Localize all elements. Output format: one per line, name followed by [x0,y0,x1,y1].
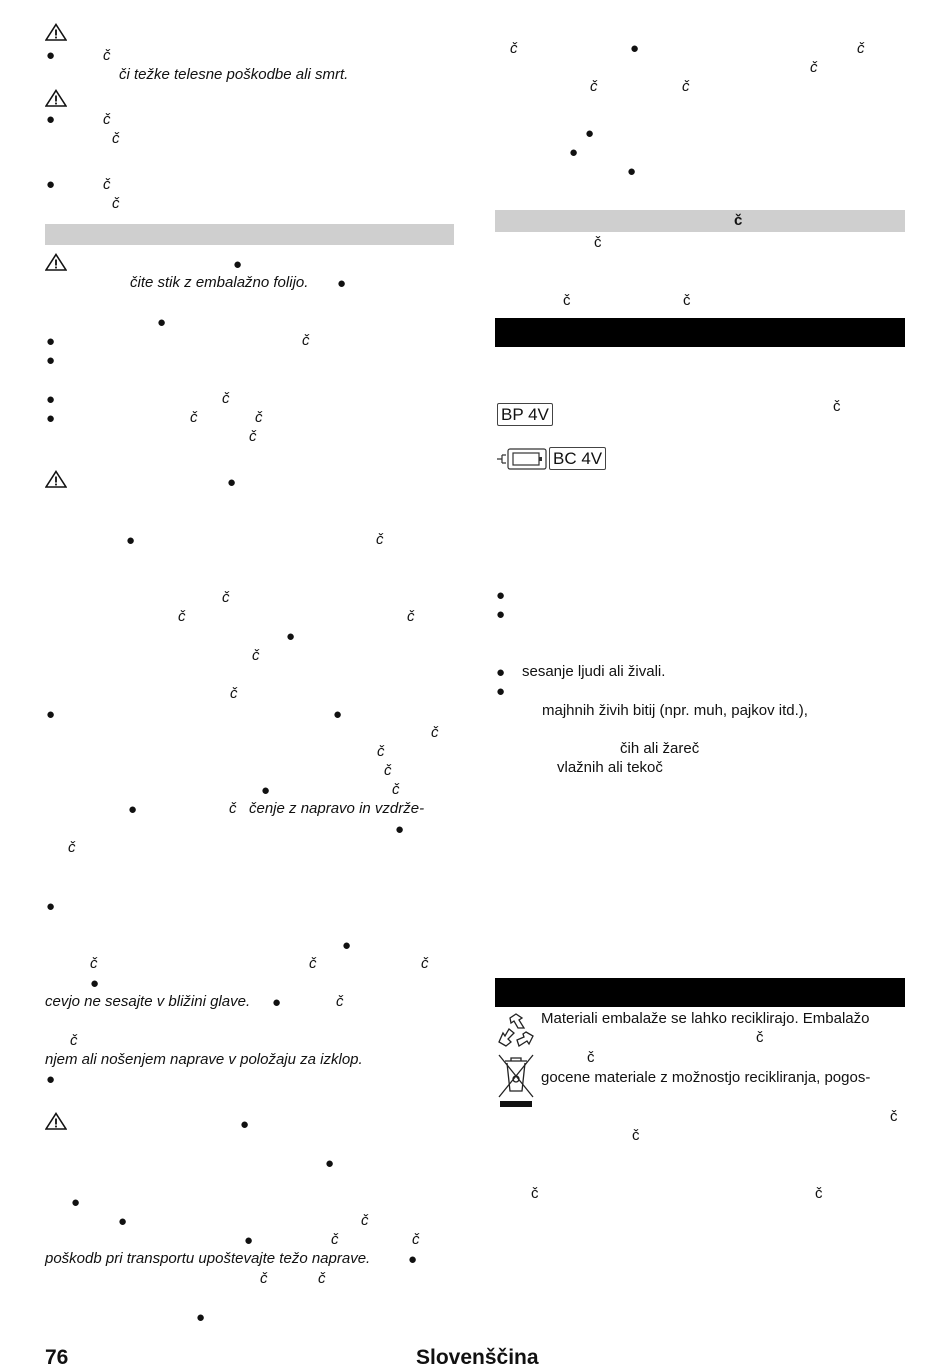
bullet: ● [126,532,136,549]
c-char: č [230,685,238,702]
text-hot-glowing: čih ali žareč [620,740,700,757]
bullet: ● [157,314,167,331]
bullet: ● [46,352,56,369]
warning-triangle-icon [45,23,67,41]
bullet: ● [128,801,138,818]
bullet: ● [46,176,56,193]
c-char: č [407,608,415,625]
warning-triangle-icon [45,1112,67,1130]
c-char: č [112,195,120,212]
c-char: č [594,234,602,251]
c-char: č [810,59,818,76]
c-char: č [68,839,76,856]
bullet: ● [408,1251,418,1268]
bullet: ● [342,937,352,954]
section-header-bar-dark [495,978,905,1007]
text-transport-weight: poškodb pri transportu upoštevajte težo naprave. [45,1250,371,1267]
bullet: ● [46,898,56,915]
bullet: ● [46,1071,56,1088]
text-packaging-foil: čite stik z embalažno folijo. [130,274,309,291]
text-wet-liquid: vlažnih ali tekoč [557,759,663,776]
warning-triangle-icon [45,253,67,271]
bullet: ● [71,1194,81,1211]
page-number: 76 [45,1346,69,1369]
c-char: č [331,1231,339,1248]
bullet: ● [233,256,243,273]
text-switch-off: njem ali nošenjem naprave v položaju za izklop. [45,1051,363,1068]
bullet: ● [337,275,347,292]
bullet: ● [118,1213,128,1230]
c-char: č [252,647,260,664]
c-char: č [756,1029,764,1046]
bullet: ● [46,47,56,64]
c-char: č [90,955,98,972]
battery-model-label: BP 4V [497,403,553,426]
bullet: ● [630,40,640,57]
c-char: č [815,1185,823,1202]
section-header-bar [45,224,454,245]
c-char: č [178,608,186,625]
c-char: č [833,398,841,415]
c-char: č [103,47,111,64]
c-char: č [103,176,111,193]
text-recycle-line-2: gocene materiale z možnostjo recikliranja, pogos- [541,1069,871,1086]
bullet: ● [627,163,637,180]
bullet: ● [395,821,405,838]
text-hose-head: cevjo ne sesajte v bližini glave. [45,993,251,1010]
bullet: ● [496,683,506,700]
text-no-people-animals: sesanje ljudi ali živali. [522,663,666,680]
bullet: ● [496,587,506,604]
charger-model-label: BC 4V [549,447,606,470]
c-char: č [563,292,571,309]
bullet: ● [46,706,56,723]
c-char: č [377,743,385,760]
text-recycle-line-1: Materiali embalaže se lahko reciklirajo. Embalažo [541,1010,870,1027]
section-heading-letter: č [734,212,743,229]
bullet: ● [46,391,56,408]
c-char: č [318,1270,326,1287]
bullet: ● [325,1155,335,1172]
bullet: ● [227,474,237,491]
bullet: ● [46,410,56,427]
c-char: č [632,1127,640,1144]
bullet: ● [496,606,506,623]
text-small-creatures: majhnih živih bitij (npr. muh, pajkov itd.), [542,702,808,719]
section-header-bar [495,210,905,232]
c-char: č [392,781,400,798]
c-char: č [70,1032,78,1049]
bullet: ● [286,628,296,645]
c-char: č [222,589,230,606]
c-char: č [587,1049,595,1066]
c-char: č [421,955,429,972]
bullet: ● [196,1309,206,1326]
bullet: ● [90,975,100,992]
c-char: č [336,993,344,1010]
warning-triangle-icon [45,89,67,107]
c-char: č [249,428,257,445]
bullet: ● [496,664,506,681]
c-char: č [222,390,230,407]
footer-language: Slovenščina [416,1346,539,1369]
section-header-bar-dark [495,318,905,347]
c-char: č [361,1212,369,1229]
c-char: č [229,800,237,817]
c-char: č [683,292,691,309]
c-char: č [376,531,384,548]
c-char: č [260,1270,268,1287]
bullet: ● [46,333,56,350]
recycling-icon [496,1013,536,1051]
c-char: č [384,762,392,779]
bullet: ● [333,706,343,723]
bullet: ● [46,111,56,128]
bullet: ● [240,1116,250,1133]
c-char: č [190,409,198,426]
warning-triangle-icon [45,470,67,488]
c-char: č [682,78,690,95]
c-char: č [412,1231,420,1248]
c-char: č [510,40,518,57]
c-char: č [531,1185,539,1202]
c-char: č [302,332,310,349]
bullet: ● [244,1232,254,1249]
bullet: ● [272,994,282,1011]
crossed-bin-icon [497,1053,535,1109]
c-char: č [590,78,598,95]
c-char: č [309,955,317,972]
bullet: ● [569,144,579,161]
bullet: ● [261,782,271,799]
c-char: č [431,724,439,741]
c-char: č [857,40,865,57]
c-char: č [255,409,263,426]
c-char: č [890,1108,898,1125]
text-severe-injury: či težke telesne poškodbe ali smrt. [119,66,349,83]
text-cleaning-maintenance: čenje z napravo in vzdrže- [249,800,425,817]
bullet: ● [585,125,595,142]
c-char: č [103,111,111,128]
c-char: č [112,130,120,147]
battery-icon [496,447,548,471]
